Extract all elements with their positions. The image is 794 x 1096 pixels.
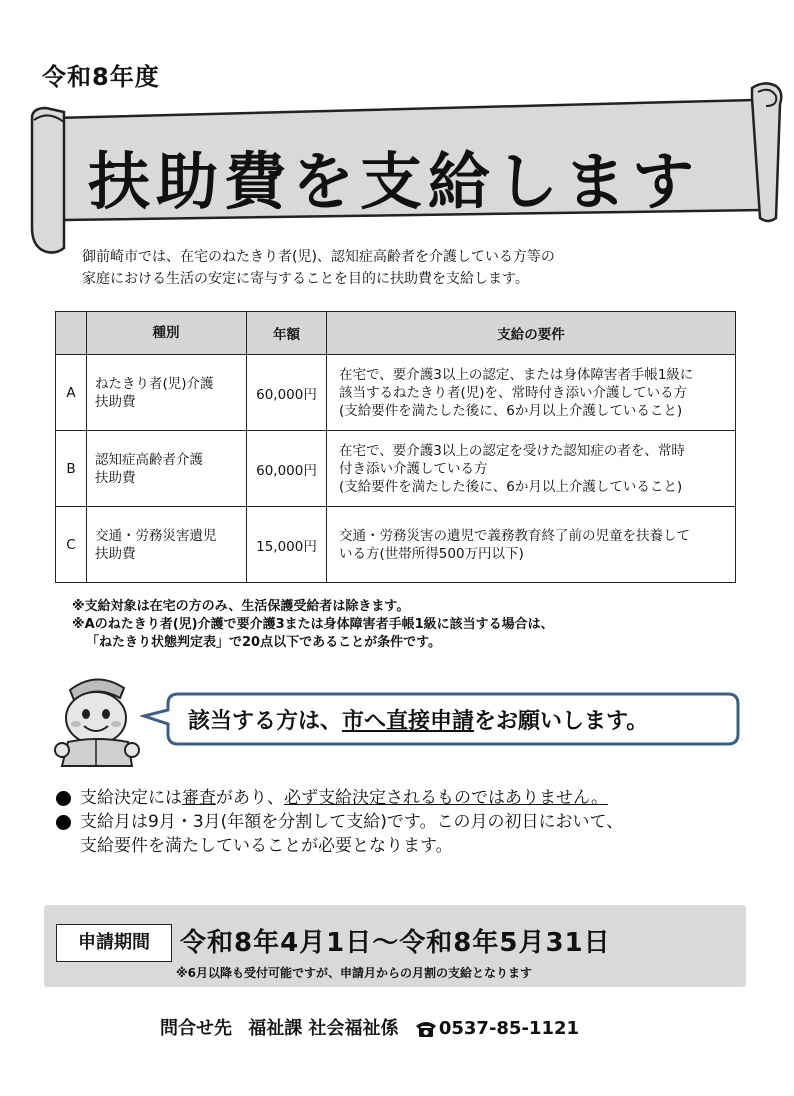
period-dates: 令和8年4月1日～令和8年5月31日 [180, 928, 611, 958]
info-bullets [56, 786, 623, 858]
row-amount: 15,000円 [247, 507, 327, 583]
table-row [56, 355, 736, 431]
bullet-emphasis: 必ず支給決定されるものではありません。 [284, 788, 609, 808]
row-requirements [327, 431, 736, 507]
bullet-item [56, 786, 623, 810]
row-type [87, 507, 247, 583]
contact-phone: 0537-85-1121 [438, 1018, 580, 1039]
intro-line-1: 御前崎市では、在宅のねたきり者(児)、認知症高齢者を介護している方等の [82, 249, 555, 265]
req-line: 在宅で、要介護3以上の認定を受けた認知症の者を、常時 [339, 442, 685, 459]
bullet-text: 支給月は9月・3月(年額を分割して支給)です。この月の初日において、 [80, 812, 624, 832]
contact-label: 問合せ先 [160, 1018, 232, 1039]
header-blank [56, 312, 87, 355]
row-type-line: 扶助費 [95, 393, 136, 410]
row-type-line: 扶助費 [95, 469, 136, 486]
row-amount: 60,000円 [247, 355, 327, 431]
contact-info [160, 1014, 579, 1040]
period-note: ※6月以降も受付可能ですが、申請月からの月割の支給となります [176, 966, 533, 980]
bullet-icon [56, 791, 71, 806]
req-line: 付き添い介護している方 [339, 460, 488, 477]
note-line-1: ※支給対象は在宅の方のみ、生活保護受給者は除きます。 [72, 599, 410, 614]
row-type-line: ねたきり者(児)介護 [95, 375, 214, 392]
phone-icon [415, 1020, 437, 1038]
bullet-item [56, 810, 623, 858]
bullet-text: があり、 [216, 788, 284, 808]
bullet-text: 支給決定には [80, 788, 182, 808]
table-row [56, 431, 736, 507]
row-amount: 60,000円 [247, 431, 327, 507]
eligibility-notes [72, 598, 554, 652]
row-id: B [56, 431, 87, 507]
header-requirements: 支給の要件 [327, 312, 736, 355]
header-amount: 年額 [247, 312, 327, 355]
row-type-line: 認知症高齢者介護 [95, 451, 203, 468]
mascot-illustration [48, 668, 148, 768]
req-line: 該当するねたきり者(児)を、常時付き添い介護している方 [339, 384, 688, 401]
intro-text [82, 246, 722, 290]
note-line-2: ※Aのねたきり者(児)介護で要介護3または身体障害者手帳1級に該当する場合は、 [72, 617, 554, 632]
bullet-text: 支給要件を満たしていることが必要となります。 [80, 836, 453, 856]
row-id: A [56, 355, 87, 431]
req-line: (支給要件を満たした後に、6か月以上介護していること) [339, 478, 683, 495]
page-title: 扶助費を支給します [88, 145, 701, 218]
req-line: (支給要件を満たした後に、6か月以上介護していること) [339, 402, 683, 419]
row-requirements [327, 507, 736, 583]
req-line: いる方(世帯所得500万円以下) [339, 545, 524, 562]
contact-department: 福祉課 社会福祉係 [248, 1018, 399, 1039]
row-type-line: 交通・労務災害遺児 [95, 527, 217, 544]
req-line: 在宅で、要介護3以上の認定、または身体障害者手帳1級に [339, 366, 694, 383]
callout-text: 該当する方は、 [188, 709, 343, 734]
row-type [87, 355, 247, 431]
bullet-icon [56, 815, 71, 830]
note-line-3: 「ねたきり状態判定表」で20点以下であることが条件です。 [86, 635, 442, 650]
benefit-table [55, 311, 736, 583]
header-type: 種別 [87, 312, 247, 355]
row-id: C [56, 507, 87, 583]
row-requirements [327, 355, 736, 431]
row-type [87, 431, 247, 507]
bullet-emphasis: 審査 [182, 788, 216, 808]
row-type-line: 扶助費 [95, 545, 136, 562]
callout-text: をお願いします。 [474, 709, 649, 734]
req-line: 交通・労務災害の遺児で義務教育終了前の児童を扶養して [339, 527, 690, 544]
intro-line-2: 家庭における生活の安定に寄与することを目的に扶助費を支給します。 [82, 271, 529, 287]
fiscal-year: 令和8年度 [42, 63, 160, 91]
table-row [56, 507, 736, 583]
apply-callout [188, 704, 648, 735]
callout-emphasis: 市へ直接申請 [342, 709, 475, 734]
period-label: 申請期間 [56, 924, 172, 962]
